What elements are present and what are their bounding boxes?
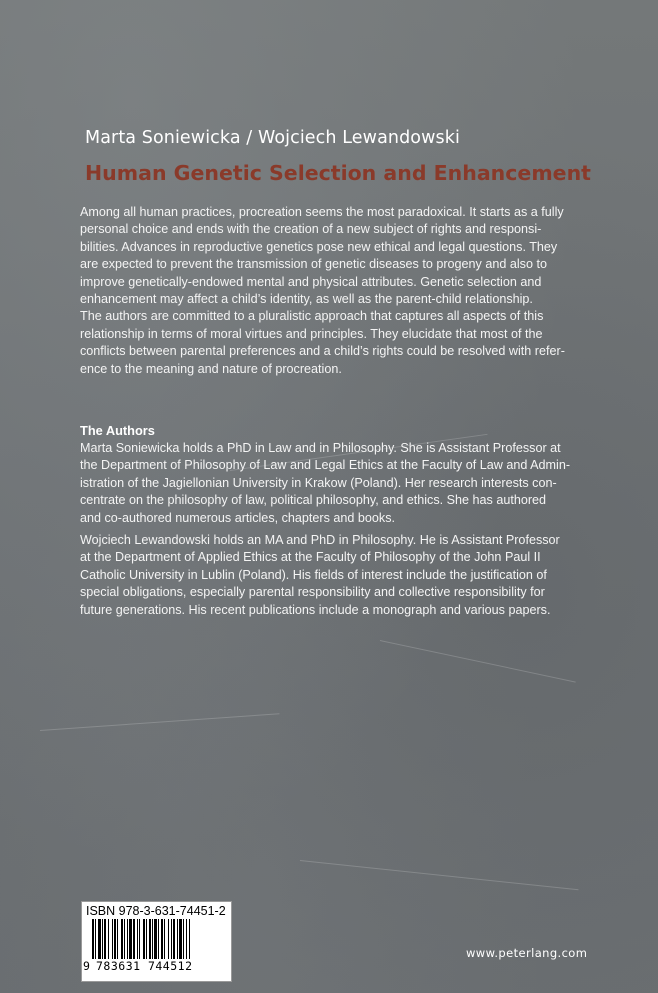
texture-crack (300, 860, 579, 890)
book-blurb (80, 204, 600, 378)
blurb-line: bilities. Advances in reproductive genetics pose new ethical and legal questions. They (80, 239, 558, 254)
blurb-line: conflicts between parental preferences and a child’s rights could be resolved with refer- (80, 344, 565, 359)
barcode-bars (92, 919, 222, 959)
bio-line: future generations. His recent publications include a monograph and various papers. (80, 602, 551, 617)
publisher-url[interactable]: www.peterlang.com (466, 946, 588, 960)
blurb-line: personal choice and ends with the creation of a new subject of rights and responsi- (80, 222, 542, 237)
bio-line: istration of the Jagiellonian University in Krakow (Poland). Her research interests con- (80, 475, 557, 490)
barcode-first-digit: 9 (83, 959, 90, 973)
bio-line: and co-authored numerous articles, chapters and books. (80, 510, 396, 525)
blurb-line: enhancement may affect a child’s identity, as well as the parent-child relationship. (80, 292, 533, 307)
blurb-line: improve genetically-endowed mental and physical attributes. Genetic selection and (80, 274, 542, 289)
isbn-barcode (81, 901, 232, 982)
bio-line: at the Department of Applied Ethics at the Faculty of Philosophy of the John Paul II (80, 550, 541, 565)
blurb-line: Among all human practices, procreation seems the most paradoxical. It starts as a fully (80, 205, 564, 219)
bio-line: Catholic University in Lublin (Poland). His fields of interest include the justification of (80, 567, 547, 582)
texture-crack (380, 640, 576, 683)
texture-crack (40, 713, 279, 731)
barcode-digits: 783631 744512 (96, 959, 193, 973)
author-names: Marta Soniewicka / Wojciech Lewandowski (85, 128, 460, 148)
authors-heading: The Authors (80, 423, 155, 438)
bio-line: centrate on the philosophy of law, political philosophy, and ethics. She has authored (80, 493, 547, 508)
author-bio-lewandowski (80, 532, 600, 619)
blurb-line: are expected to prevent the transmission of genetic diseases to progeny and also to (80, 257, 547, 272)
bio-line: Marta Soniewicka holds a PhD in Law and in Philosophy. She is Assistant Professor at (80, 441, 561, 455)
blurb-line: ence to the meaning and nature of procreation. (80, 361, 342, 376)
bio-line: Wojciech Lewandowski holds an MA and PhD in Philosophy. He is Assistant Professor (80, 533, 560, 547)
author-bio-soniewicka (80, 440, 600, 527)
isbn-number: ISBN 978-3-631-74451-2 (86, 904, 226, 918)
book-title: Human Genetic Selection and Enhancement (85, 161, 591, 185)
bio-line: the Department of Philosophy of Law and Legal Ethics at the Faculty of Law and Admin- (80, 458, 571, 473)
blurb-line: The authors are committed to a pluralistic approach that captures all aspects of this (80, 309, 544, 324)
bio-line: special obligations, especially parental responsibility and collective responsibility for (80, 585, 545, 600)
blurb-line: relationship in terms of moral virtues and principles. They elucidate that most of the (80, 326, 543, 341)
